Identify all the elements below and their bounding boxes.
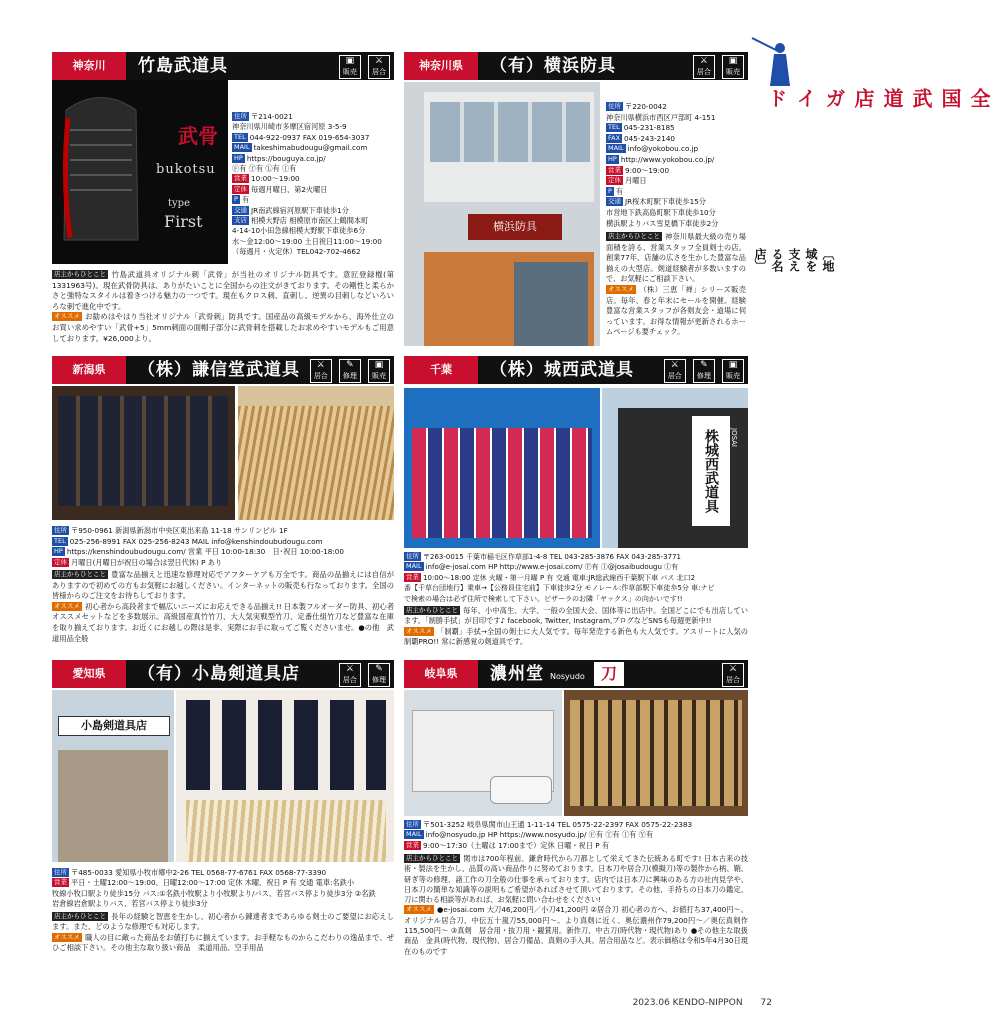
shop-card-kenshindou [52,356,394,656]
info-row: 番【千草台団地行】乗車→【公務員住宅前】下車徒歩2分 モノレール:作草部駅下車徒歩5分 車:ナビ [404,584,715,593]
shop-header [52,52,394,80]
shop-info [404,552,748,604]
tag-label: 営業 [406,572,419,581]
tag-label: HP [608,154,617,163]
info-row: 4-14-10小田急線相模大野駅下車徒歩6分 [232,226,366,236]
iai-icon: ⚔ 居合 [664,359,686,383]
info-row: 営業 平日・土曜12:00〜19:00、日曜12:00〜17:00 定休 木曜、祝日 P 有 交通 電車:名鉄小 [54,878,355,888]
iai-icon: ⚔ 居合 [368,55,390,79]
shop-header [52,660,394,688]
info-row: 営業 10:00〜19:00 [234,174,300,184]
iai-icon: ⚔ 居合 [310,359,332,383]
website-link[interactable]: http://www.yokobou.co.jp/ [620,154,715,164]
prefecture-badge: 千葉 [404,356,478,384]
iai-icon: ⚔ 居合 [339,663,361,687]
sns-row: Ⓕ有 Ⓣ有 Ⓛ有 Ⓘ有 [232,164,297,174]
shop-info [404,820,748,851]
shop-entrance [514,262,588,346]
address-row: 住所 〒950-0961 新潟県新潟市中央区東出来島 11-18 サンリンビル 1F [54,526,288,535]
tag-label: MAIL [406,830,422,839]
tag-label: 住所 [406,820,419,828]
info-row [52,547,394,558]
address-row: 住所 〒220-0042 [608,102,667,111]
tag-label: MAIL [234,143,250,152]
shop-info [606,102,748,229]
shop-description: 店主からひとこと 豊富な品揃えと迅速な修理対応でアフターケアも万全です。商品の品揃えには自信がありますので初めての方もお気軽にお越しください。インターネットの販売も行なっております。全国の皆様からのご注文をお待ちしております。 オススメ 初心者から高段者まで幅広いニーズにお応えできる品揃え!! 日本製フルオーダー防具、初心者オススメセットなどを多数展示。高級国産真竹竹刀、大人気実戦型竹刀、定番仕組竹刀など豊富な在庫を取り揃えております。お近くにお越しの際は是非、実際にお手に取ってご覧くださいませ。●の他 武道用品全般 [52,570,394,643]
info-row: 交通 JR桜木町駅下車徒歩15分 [608,197,706,207]
tag-label: TEL [54,536,66,545]
shop-header [404,660,748,688]
iai-icon: ⚔ 居合 [693,55,715,79]
service-icons [337,55,390,79]
shinai-rack [238,406,394,520]
brand-type: type [168,198,190,209]
repair-icon: ✎ 修理 [339,359,361,383]
shop-photo [404,82,600,346]
shop-name: （株）城西武道具 [490,360,634,380]
shop-photo [52,80,228,264]
shop-name: 濃州堂 Nosyudo [490,664,585,684]
shop-name: （有）小島剣道具店 [138,664,300,684]
email-link[interactable]: info@nosyudo.jp HP https://www.nosyudo.jp/ Ⓕ有 Ⓣ有 Ⓘ有 Ⓨ有 [425,830,654,840]
tag-label: P [234,195,238,204]
page-number: 72 [760,998,772,1008]
info-row: 定休 月曜日(月曜日が祝日の場合は翌日代休) P あり [54,557,223,567]
tag-label: 営業 [406,840,419,849]
recommend-tag: オススメ [608,284,634,293]
email-link[interactable]: info@e-josai.com HP http://www.e-josai.com/ Ⓕ有 Ⓘ@josaibudougu Ⓘ有 [425,563,679,572]
prefecture-badge: 神奈川県 [404,52,478,80]
shop-info [52,526,394,568]
recommend-tag: オススメ [406,905,432,914]
prefecture-badge: 神奈川 [52,52,126,80]
shop-photo-interior [564,690,748,816]
side-title-sub: 〔地域を支える名店〕 [753,248,835,272]
tag-label: 住所 [54,868,67,876]
info-row: 市営地下鉄高島町駅下車徒歩10分 [606,207,716,217]
shop-card-nosyudo [404,660,748,960]
shop-front [58,750,168,862]
address-row: 住所 〒263-0015 千葉市稲毛区作草部1-4-8 TEL 043-285-3876 FAX 043-285-3771 [406,552,681,561]
shop-photo-building [602,388,748,548]
tag-label: 定休 [234,184,247,193]
shop-name: （有）横浜防具 [490,56,616,76]
email-link[interactable]: takeshimabudougu@gmail.com [253,143,368,153]
side-title-main: 全国武道店ガイド [764,88,991,110]
building-sign: 株城西武道具 [692,416,730,526]
info-row: 水〜金12:00〜19:00 土日祝日11:00〜19:00 [232,236,382,246]
shop-description: 店主からひとこと 関市は700年程前、鎌倉時代から刀都として栄えてきた伝統ある町です! 日本古来の技術・製法を生かし、品質の高い商品作りに努めております。日本刀や居合刀(模擬刀)等の製作から柄、鞘、研ぎ等の修理、諸工作の刀全般の仕事を承っております。店内では日本刀に興味のある方の社内見学や、日本刀の簡単な知識等の説明もご希望があればさせて頂いております。その他、手持ちの日本刀の鑑定、刀に関わる相談等があれば、お気軽に問い合わせをください! オススメ ●e-josai.com 大刀46,200円／小刀41,200円 ②居合刀 初心者の方へ、お値打ち37,400円〜。オリジナル居合刀、中伝五十嵐刀55,000円〜。より真剣に近く、奥伝濃州作79,200円〜／奥伝真剣作 115,500円〜 ③真剣 居合用・抜刀用・観賞用。新作刀、中古刀(時代物・現代物)あり ●その他主な取扱商品 金具(時代物、現代物)、居合刀備品、真剣の手入具、居合用品など。表示価格は令和5年4月30日現在のものです [404,854,748,956]
tag-label: 住所 [608,102,621,110]
repair-icon: ✎ 修理 [368,663,390,687]
website-link[interactable]: https://kenshindoubudougu.com/ 営業 平日 10:00-18:30 日･祝日 10:00-18:00 [66,547,344,557]
info-row: 支店 相模大野店 相模原市南区上鶴間本町 [234,216,369,226]
owner-comment-tag: 店主からひとこと [406,606,458,614]
shop-photo-exterior [404,690,562,816]
prefecture-badge: 新潟県 [52,356,126,384]
info-row: P 有 [608,186,624,196]
info-row [404,562,748,572]
info-row: TEL 044-922-0937 FAX 019-654-3037 [234,132,370,142]
info-row: 神奈川県横浜市西区戸部町 4-151 [606,112,716,122]
shop-card-kojima [52,660,394,960]
tag-label: TEL [608,123,620,132]
brand-logo: 武骨 [178,124,218,148]
info-row [606,144,748,155]
bogu-display [186,700,386,790]
service-icons [662,359,744,383]
address-row: 住所 〒485-0033 愛知県小牧市郷中2-26 TEL 0568-77-6761 FAX 0568-77-3390 [54,868,327,877]
tag-label: 営業 [234,174,247,183]
shop-photo-exterior [52,690,174,862]
brand-model: First [164,212,203,231]
nosyudo-logo: 刀 [594,662,624,686]
service-icons [337,663,390,687]
shop-description: 店主からひとこと 神奈川県最大級の売り場面積を誇る、営業スタッフ全員剣士の店。創業77年、店舗の広さを生かした豊富な品揃えの大型店。剣道経験者が多数いますので、お気軽にご相談下さい。 オススメ （株）三恵「禅」シリーズ販売店。毎年、春と年末にセールを開催。経験豊富な営業スタッフが各剣友会・道場に伺っています。お得な情報が更新されるホームページも要チェック。 [606,232,746,337]
shop-name: 竹島武道具 [138,56,228,76]
website-link[interactable]: https://bouguya.co.jp/ [246,153,326,163]
prefecture-badge: 岐阜県 [404,660,478,688]
tag-label: P [608,186,612,195]
shop-description: 店主からひとこと 毎年、小中高生、大学、一般の全国大会、国体等に出店中。全国どこにでも出店しています。「制勝手拭」が目印です♪ facebook, Twitter, Instagram,ブログなどSNSも毎週更新中!! オススメ 「制覇」手拭→全国の剣士に大人気です。毎年発売する新色も大人気です。アスリートに人気の制覇PRO!! 常に新感覚の剣道具です。 [404,606,748,647]
shop-info [232,112,396,258]
shop-card-josai [404,356,748,656]
tag-label: 交通 [234,205,247,214]
info-row: 岩倉線岩倉駅よりバス、若宮バス停より徒歩3分 [52,899,208,909]
shop-card-yokohama [404,52,748,352]
info-row: 営業 9:00〜19:00 [608,165,670,175]
info-row: （毎週月・火定休）TEL042-702-4662 [232,247,361,257]
info-row: 交通 JR南武線宿河原駅下車徒歩1分 [234,205,349,215]
owner-comment-tag: 店主からひとこと [54,912,106,920]
email-link[interactable]: info@yokobou.co.jp [627,144,699,154]
tag-label: 営業 [608,165,621,174]
shop-info [52,868,394,910]
shop-icon: ▣ 販売 [368,359,390,383]
shop-description: 店主からひとこと 竹島武道具オリジナル刺「武骨」が当社のオリジナル防具です。意匠登録権(第1331963号)。現在武骨防具は、ありがたいことに全国からの注文がきております。その剛性と柔らかさと強特なスタイルは着きつける魅力の一つです。現在もクロス刺、直刺し、逆異の目刺しなどいろいろな刺で進化中です。 オススメ お勧めはやはり当社オリジナル「武骨刺」防具です。国産品の高級モデルから、海外仕立のお買い求めやすい「武骨+5」5mm刺面の面帽子部分に武骨刺を搭載したお求めやすいモデルもご用意しております。¥26,000より。 [52,270,394,343]
tag-label: HP [234,153,243,162]
owner-comment-tag: 店主からひとこと [54,270,106,278]
info-row [606,155,748,166]
shop-card-takeshima [52,52,394,352]
owner-comment-tag: 店主からひとこと [54,570,106,578]
tag-label: 営業 [54,878,67,887]
shop-header [404,356,748,384]
tag-label: 支店 [234,216,247,225]
tag-label: FAX [608,133,621,142]
info-row: 横浜駅よりバス雪見橋下車徒歩2分 [606,218,719,228]
info-row: 定休 毎週月曜日、第2火曜日 [234,184,328,194]
recommend-tag: オススメ [54,312,80,321]
tenugui-display [412,428,592,538]
brand-name: bukotsu [156,162,216,177]
info-row: 牧線小牧口駅より徒歩15分 バス:①名鉄小牧駅より小牧駅より/バス、若宮バス停より徒歩3分 ②名鉄 [52,888,376,898]
shop-icon: ▣ 販売 [339,55,361,79]
recommend-tag: オススメ [54,601,80,610]
tag-label: 住所 [406,552,419,560]
tag-label: 住所 [54,526,67,534]
building-sign-roman: JOSAI [730,428,738,448]
repair-icon: ✎ 修理 [693,359,715,383]
tag-label: MAIL [406,562,422,571]
info-row [404,830,748,840]
info-row: FAX 045-243-2140 [608,133,675,143]
tag-label: 定休 [54,557,67,566]
shop-header [52,356,394,384]
shop-car [490,776,552,804]
info-row: TEL 045-231-8185 [608,123,675,133]
building-windows [430,102,590,162]
owner-comment-tag: 店主からひとこと [608,232,660,240]
info-row: P 有 [234,195,250,205]
service-icons [308,359,390,383]
iai-icon: ⚔ 居合 [722,663,744,687]
service-icons [720,663,744,687]
shop-photo-shinai [238,386,394,520]
info-row: 営業 10:00〜18:00 定休 火曜・第一月曜 P 有 交通 電車:JR総武線西千葉駅下車 バス 北口2 [406,572,696,582]
shinai-display [186,800,386,862]
info-row: で検索の場合は必ず住所で検索して下さい。ピザーラのお隣「ヤックス」の向かいです!! [404,594,683,603]
owner-comment-tag: 店主からひとこと [406,854,458,862]
tag-label: 交通 [608,197,621,206]
info-row: TEL 025-256-8991 FAX 025-256-8243 MAIL info@kenshindoubudougu.com [54,536,323,546]
page-footer [615,998,772,1008]
tag-label: TEL [234,132,246,141]
address-row: 住所 〒501-3252 岐阜県関市山王通 1-11-14 TEL 0575-22-2397 FAX 0575-22-2383 [406,820,693,829]
shop-header [404,52,748,80]
bogu-display [58,396,228,506]
tag-label: 住所 [234,112,247,120]
info-row [232,143,396,153]
info-row: 定休 月曜日 [608,176,647,186]
info-row: 神奈川県川崎市多摩区宿河原 3-5-9 [232,122,347,132]
shop-photo-booth [404,388,600,548]
tag-label: HP [54,547,63,556]
sword-display [570,700,742,806]
service-icons [691,55,744,79]
recommend-tag: オススメ [54,932,80,941]
shop-icon: ▣ 販売 [722,359,744,383]
tag-label: 定休 [608,176,621,185]
shop-sign: 横浜防具 [468,214,562,240]
shop-name: （株）謙信堂武道具 [138,360,300,380]
address-row: 住所 〒214-0021 [234,112,293,121]
shop-photo-interior [52,386,235,520]
prefecture-badge: 愛知県 [52,660,126,688]
bogu-men-image [56,90,146,260]
shop-sign: 小島剣道具店 [58,716,170,736]
issue-label: 2023.06 KENDO-NIPPON [632,998,743,1008]
shop-icon: ▣ 販売 [722,55,744,79]
info-row [232,154,396,164]
shop-description: 店主からひとこと 長年の経験と智恵を生かし、初心者から錬達者まであらゆる剣士のご要望にお応えします。また、どのような修理でも対応します。 オススメ 職人の目に敵った商品をお値打ちに揃えています。お手軽なものからこだわりの逸品まで、ぜひご相談下さい。その他主な取り扱い商品 柔道用品、空手用品 [52,912,394,953]
recommend-tag: オススメ [406,626,432,635]
shop-photo-interior [176,690,394,862]
kendo-figure-icon [750,30,794,90]
tag-label: MAIL [608,144,624,153]
info-row: 営業 9:00〜17:30（土曜は 17:00まで）定休 日曜・祝日 P 有 [406,840,610,850]
